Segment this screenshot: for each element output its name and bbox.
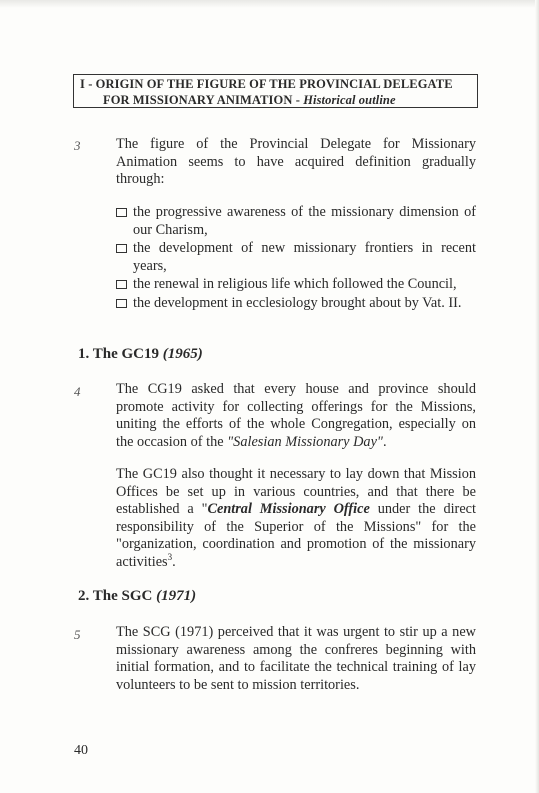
heading-subtitle: Historical outline [303,93,396,107]
page-edge [0,0,539,8]
central-missionary-office: Central Missionary Office [207,501,370,518]
checkbox-bullet-icon [116,208,127,217]
paragraph-4a-text: The CG19 asked that every house and province should promote activity for collecting offerings for the Missions, uniting the efforts of the whole Congregation, especially on the occasion of the [116,381,476,450]
paragraph-number-4: 4 [74,384,81,399]
section-year: (1971) [156,588,197,604]
list-item-text: the development of new missionary frontiers in recent years, [133,240,476,274]
paragraph-4b-text-2: under the direct responsibility of the Superior of the Missions" for the "organization, coordination and promotion of the missionary activities [116,501,476,570]
page-number: 40 [74,743,88,758]
heading-line-2 [80,92,477,108]
checkbox-bullet-icon [116,299,127,308]
footnote-ref: 3 [167,552,173,563]
section-title-gc19 [78,346,203,363]
paragraph-4a-end: . [382,433,387,450]
list-item-text: the renewal in religious life which followed the Council, [133,276,457,293]
list-item [116,276,476,294]
chapter-heading [73,74,478,108]
list-item [116,204,476,239]
section-title-sgc [78,588,196,605]
list-item-text: the progressive awareness of the missionary dimension of our Charism, [133,204,476,238]
paragraph-4b-end: . [172,553,176,570]
paragraph-5: The SCG (1971) perceived that it was urgent to stir up a new missionary awareness among the confreres beginning with initial formation, and to facilitate the technical training of lay volunteers to be sent to mission territories. [116,624,476,693]
section-title-text: 2. The SGC [78,588,157,604]
checkbox-bullet-icon [116,244,127,253]
page-edge-right [535,0,539,793]
list-item-text: the development in ecclesiology brought about by Vat. II. [133,294,462,311]
checkbox-bullet-icon [116,280,127,289]
section-title-text: 1. The GC19 [78,346,163,362]
paragraph-4b [116,466,476,572]
paragraph-number-5: 5 [74,627,81,642]
paragraph-3: The figure of the Provincial Delegate for Missionary Animation seems to have acquired definition gradually through: [116,136,476,188]
paragraph-4a [116,381,476,451]
heading-line-1: I - ORIGIN OF THE FIGURE OF THE PROVINCIAL DELEGATE [80,77,453,91]
bullet-list [116,204,476,314]
salesian-missionary-day: "Salesian Missionary Day" [227,433,383,450]
section-year: (1965) [162,346,203,362]
heading-line-2-main: FOR MISSIONARY ANIMATION - [103,93,304,107]
list-item [116,240,476,275]
paragraph-number-3: 3 [74,138,81,153]
paragraph-4b-text-1: The GC19 also thought it necessary to lay down that Mission Offices be set up in various countries, and that there be established a " [116,466,476,518]
list-item [116,295,476,313]
